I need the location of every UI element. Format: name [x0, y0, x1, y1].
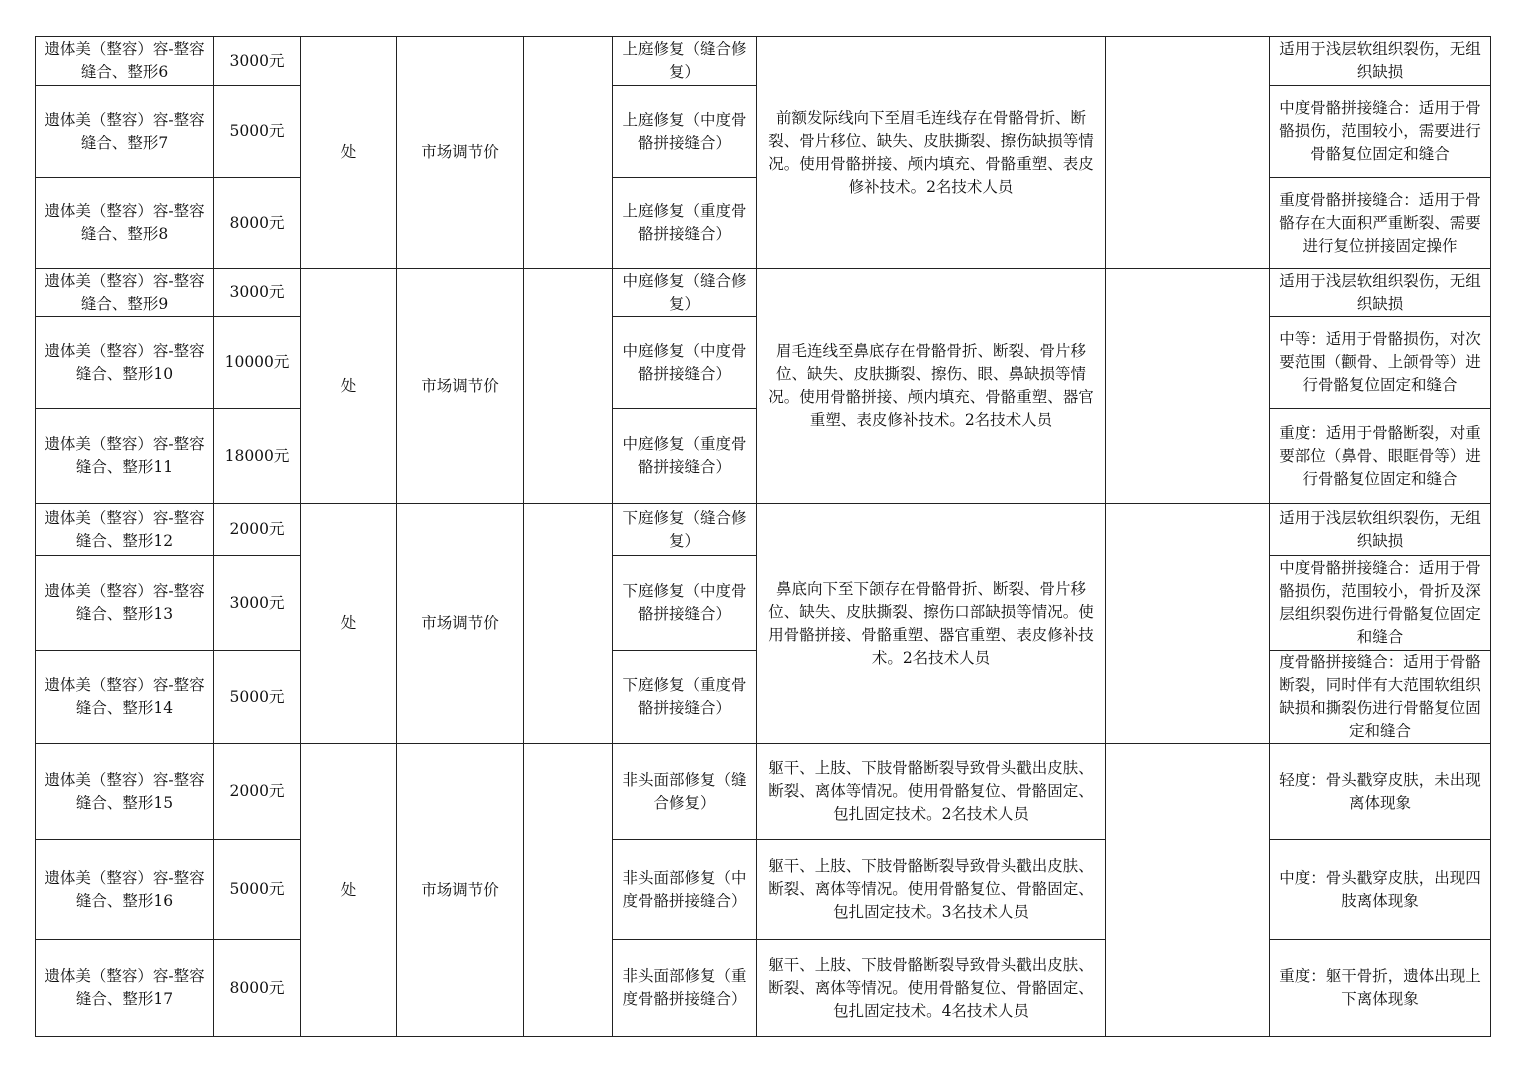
fee-table — [35, 36, 1491, 1037]
price: 8000元 — [214, 178, 301, 269]
service-note: 中等：适用于骨骼损伤，对次要范围（颧骨、上颌骨等）进行骨骼复位固定和缝合 — [1270, 317, 1491, 409]
empty-cell — [524, 37, 613, 269]
service-name: 遗体美（整容）容-整容缝合、整形11 — [36, 409, 214, 504]
service-item: 中庭修复（重度骨骼拼接缝合） — [613, 409, 757, 504]
table-row — [36, 940, 1491, 1037]
service-description: 躯干、上肢、下肢骨骼断裂导致骨头戳出皮肤、断裂、离体等情况。使用骨骼复位、骨骼固定、包扎固定技术。2名技术人员 — [757, 744, 1106, 840]
unit: 处 — [301, 744, 397, 1037]
price: 8000元 — [214, 940, 301, 1037]
service-description: 躯干、上肢、下肢骨骼断裂导致骨头戳出皮肤、断裂、离体等情况。使用骨骼复位、骨骼固定、包扎固定技术。3名技术人员 — [757, 840, 1106, 940]
service-item: 上庭修复（中度骨骼拼接缝合） — [613, 86, 757, 178]
service-note: 重度骨骼拼接缝合：适用于骨骼存在大面积严重断裂、需要进行复位拼接固定操作 — [1270, 178, 1491, 269]
empty-cell — [1106, 504, 1270, 744]
service-description: 眉毛连线至鼻底存在骨骼骨折、断裂、骨片移位、缺失、皮肤撕裂、擦伤、眼、鼻缺损等情况。使用骨骼拼接、颅内填充、骨骼重塑、器官重塑、表皮修补技术。2名技术人员 — [757, 269, 1106, 504]
price: 2000元 — [214, 504, 301, 556]
price: 5000元 — [214, 86, 301, 178]
table-row — [36, 840, 1491, 940]
pricing-method: 市场调节价 — [397, 744, 524, 1037]
service-name: 遗体美（整容）容-整容缝合、整形7 — [36, 86, 214, 178]
service-item: 下庭修复（缝合修复） — [613, 504, 757, 556]
service-name: 遗体美（整容）容-整容缝合、整形17 — [36, 940, 214, 1037]
empty-cell — [524, 504, 613, 744]
service-note: 度骨骼拼接缝合：适用于骨骼断裂，同时伴有大范围软组织缺损和撕裂伤进行骨骼复位固定和缝合 — [1270, 651, 1491, 744]
service-item: 非头面部修复（重度骨骼拼接缝合） — [613, 940, 757, 1037]
price: 3000元 — [214, 37, 301, 86]
table-row — [36, 744, 1491, 840]
service-name: 遗体美（整容）容-整容缝合、整形12 — [36, 504, 214, 556]
pricing-method: 市场调节价 — [397, 37, 524, 269]
service-item: 中庭修复（中度骨骼拼接缝合） — [613, 317, 757, 409]
service-item: 下庭修复（重度骨骼拼接缝合） — [613, 651, 757, 744]
service-item: 非头面部修复（缝合修复） — [613, 744, 757, 840]
table-row — [36, 37, 1491, 86]
service-description: 躯干、上肢、下肢骨骼断裂导致骨头戳出皮肤、断裂、离体等情况。使用骨骼复位、骨骼固定、包扎固定技术。4名技术人员 — [757, 940, 1106, 1037]
service-item: 非头面部修复（中度骨骼拼接缝合） — [613, 840, 757, 940]
service-note: 中度骨骼拼接缝合：适用于骨骼损伤，范围较小，骨折及深层组织裂伤进行骨骼复位固定和缝合 — [1270, 556, 1491, 651]
table-row — [36, 269, 1491, 317]
service-name: 遗体美（整容）容-整容缝合、整形6 — [36, 37, 214, 86]
empty-cell — [1106, 269, 1270, 504]
service-note: 轻度：骨头戳穿皮肤，未出现离体现象 — [1270, 744, 1491, 840]
service-item: 上庭修复（缝合修复） — [613, 37, 757, 86]
service-name: 遗体美（整容）容-整容缝合、整形10 — [36, 317, 214, 409]
service-note: 重度：躯干骨折，遗体出现上下离体现象 — [1270, 940, 1491, 1037]
service-name: 遗体美（整容）容-整容缝合、整形14 — [36, 651, 214, 744]
unit: 处 — [301, 269, 397, 504]
service-note: 重度：适用于骨骼断裂，对重要部位（鼻骨、眼眶骨等）进行骨骼复位固定和缝合 — [1270, 409, 1491, 504]
service-name: 遗体美（整容）容-整容缝合、整形13 — [36, 556, 214, 651]
pricing-method: 市场调节价 — [397, 504, 524, 744]
price: 18000元 — [214, 409, 301, 504]
empty-cell — [1106, 37, 1270, 269]
empty-cell — [524, 269, 613, 504]
price: 2000元 — [214, 744, 301, 840]
service-description: 前额发际线向下至眉毛连线存在骨骼骨折、断裂、骨片移位、缺失、皮肤撕裂、擦伤缺损等情况。使用骨骼拼接、颅内填充、骨骼重塑、表皮修补技术。2名技术人员 — [757, 37, 1106, 269]
price: 5000元 — [214, 840, 301, 940]
service-description: 鼻底向下至下颌存在骨骼骨折、断裂、骨片移位、缺失、皮肤撕裂、擦伤口部缺损等情况。使用骨骼拼接、骨骼重塑、器官重塑、表皮修补技术。2名技术人员 — [757, 504, 1106, 744]
service-name: 遗体美（整容）容-整容缝合、整形8 — [36, 178, 214, 269]
unit: 处 — [301, 504, 397, 744]
unit: 处 — [301, 37, 397, 269]
service-item: 下庭修复（中度骨骼拼接缝合） — [613, 556, 757, 651]
pricing-method: 市场调节价 — [397, 269, 524, 504]
service-note: 适用于浅层软组织裂伤，无组织缺损 — [1270, 269, 1491, 317]
service-note: 中度骨骼拼接缝合：适用于骨骼损伤，范围较小，需要进行骨骼复位固定和缝合 — [1270, 86, 1491, 178]
price: 10000元 — [214, 317, 301, 409]
service-note: 适用于浅层软组织裂伤，无组织缺损 — [1270, 37, 1491, 86]
empty-cell — [524, 744, 613, 1037]
service-item: 中庭修复（缝合修复） — [613, 269, 757, 317]
service-item: 上庭修复（重度骨骼拼接缝合） — [613, 178, 757, 269]
empty-cell — [1106, 744, 1270, 1037]
service-name: 遗体美（整容）容-整容缝合、整形15 — [36, 744, 214, 840]
service-note: 适用于浅层软组织裂伤，无组织缺损 — [1270, 504, 1491, 556]
service-name: 遗体美（整容）容-整容缝合、整形9 — [36, 269, 214, 317]
price: 3000元 — [214, 556, 301, 651]
service-name: 遗体美（整容）容-整容缝合、整形16 — [36, 840, 214, 940]
service-note: 中度：骨头戳穿皮肤，出现四肢离体现象 — [1270, 840, 1491, 940]
price: 3000元 — [214, 269, 301, 317]
price: 5000元 — [214, 651, 301, 744]
table-row — [36, 504, 1491, 556]
